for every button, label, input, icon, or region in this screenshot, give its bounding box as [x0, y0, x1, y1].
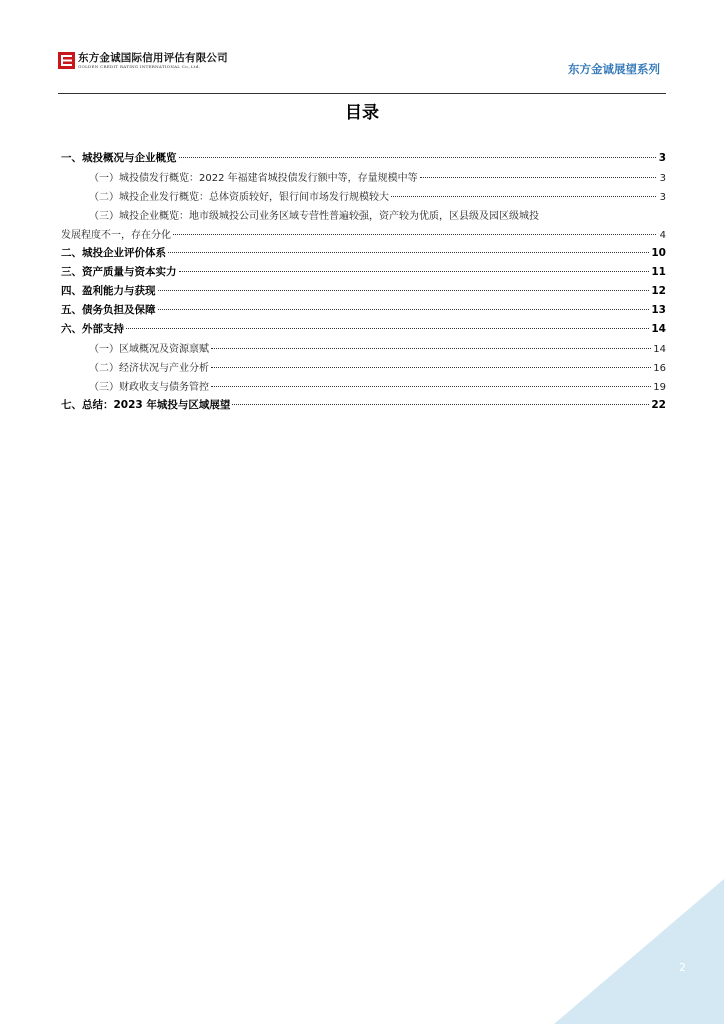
leader-dots [126, 327, 649, 329]
toc-entry[interactable] [61, 340, 666, 359]
toc-entry[interactable] [61, 321, 666, 340]
toc-entry[interactable] [61, 150, 666, 169]
toc-entry-text: 五、债务负担及保障 [61, 304, 156, 316]
toc-title: 目录 [345, 103, 379, 123]
toc-entry-page: 3 [659, 192, 666, 203]
page-number: 2 [679, 961, 686, 974]
toc-entry-page: 19 [653, 382, 666, 393]
leader-dots [179, 270, 650, 272]
toc-entry-text: 一、城投概况与企业概览 [61, 152, 177, 164]
toc-entry[interactable] [61, 226, 666, 245]
toc-entry[interactable] [61, 302, 666, 321]
toc-entry-page: 13 [651, 304, 666, 316]
leader-dots [420, 176, 656, 178]
company-name-en: GOLDEN CREDIT RATING INTERNATIONAL Co.,Ltd. [78, 64, 201, 69]
leader-dots [158, 308, 650, 310]
leader-dots [211, 385, 651, 387]
toc-entry-text: （二）经济状况与产业分析 [89, 363, 209, 374]
toc-entry-text: 二、城投企业评价体系 [61, 247, 166, 259]
toc-entry-page: 14 [651, 323, 666, 335]
toc-entry-text: 发展程度不一，存在分化 [61, 230, 171, 241]
company-logo [58, 52, 228, 69]
toc-entry[interactable] [61, 283, 666, 302]
toc-entry-wrapped-line[interactable]: （三）城投企业概览：地市级城投公司业务区域专营性普遍较强，资产较为优质，区县级及园区级城投 [89, 211, 539, 222]
toc-entry-text: （三）财政收支与债务管控 [89, 382, 209, 393]
toc-entry[interactable] [61, 397, 666, 416]
toc-entry-page: 4 [659, 230, 666, 241]
toc-entry-text: （一）城投债发行概览：2022 年福建省城投债发行额中等，存量规模中等 [89, 173, 418, 184]
toc-entry-page: 14 [653, 344, 666, 355]
toc-entry-page: 10 [651, 247, 666, 259]
leader-dots [211, 347, 651, 349]
company-logo-icon [58, 52, 75, 69]
toc-entry-page: 3 [659, 173, 666, 184]
company-name: 东方金诚国际信用评估有限公司 [78, 52, 228, 64]
toc-entry-page: 16 [653, 363, 666, 374]
toc-entry-text: （一）区域概况及资源禀赋 [89, 344, 209, 355]
toc-entry[interactable] [61, 169, 666, 188]
toc-entry[interactable] [61, 188, 666, 207]
toc-entry-page: 12 [651, 285, 666, 297]
toc-entry-text: 四、盈利能力与获现 [61, 285, 156, 297]
corner-decoration [554, 879, 724, 1024]
leader-dots [168, 251, 649, 253]
series-title: 东方金诚展望系列 [568, 62, 660, 76]
toc-entry[interactable] [61, 378, 666, 397]
toc-entry-page: 22 [651, 399, 666, 411]
toc-entry[interactable] [61, 264, 666, 283]
toc-entry[interactable] [61, 359, 666, 378]
leader-dots [211, 366, 651, 368]
toc-entry-page: 3 [658, 152, 666, 164]
leader-dots [173, 233, 656, 235]
leader-dots [158, 289, 650, 291]
leader-dots [179, 156, 657, 158]
toc-entry-text: 七、总结：2023 年城投与区域展望 [61, 399, 231, 411]
leader-dots [232, 403, 649, 405]
header-divider [58, 93, 666, 94]
toc-entry-text: 三、资产质量与资本实力 [61, 266, 177, 278]
toc-entry-text: （二）城投企业发行概览：总体资质较好，银行间市场发行规模较大 [89, 192, 389, 203]
leader-dots [391, 195, 656, 197]
toc-entry-text: 六、外部支持 [61, 323, 124, 335]
toc-entry-page: 11 [651, 266, 666, 278]
toc-entry[interactable] [61, 245, 666, 264]
table-of-contents [61, 150, 666, 416]
